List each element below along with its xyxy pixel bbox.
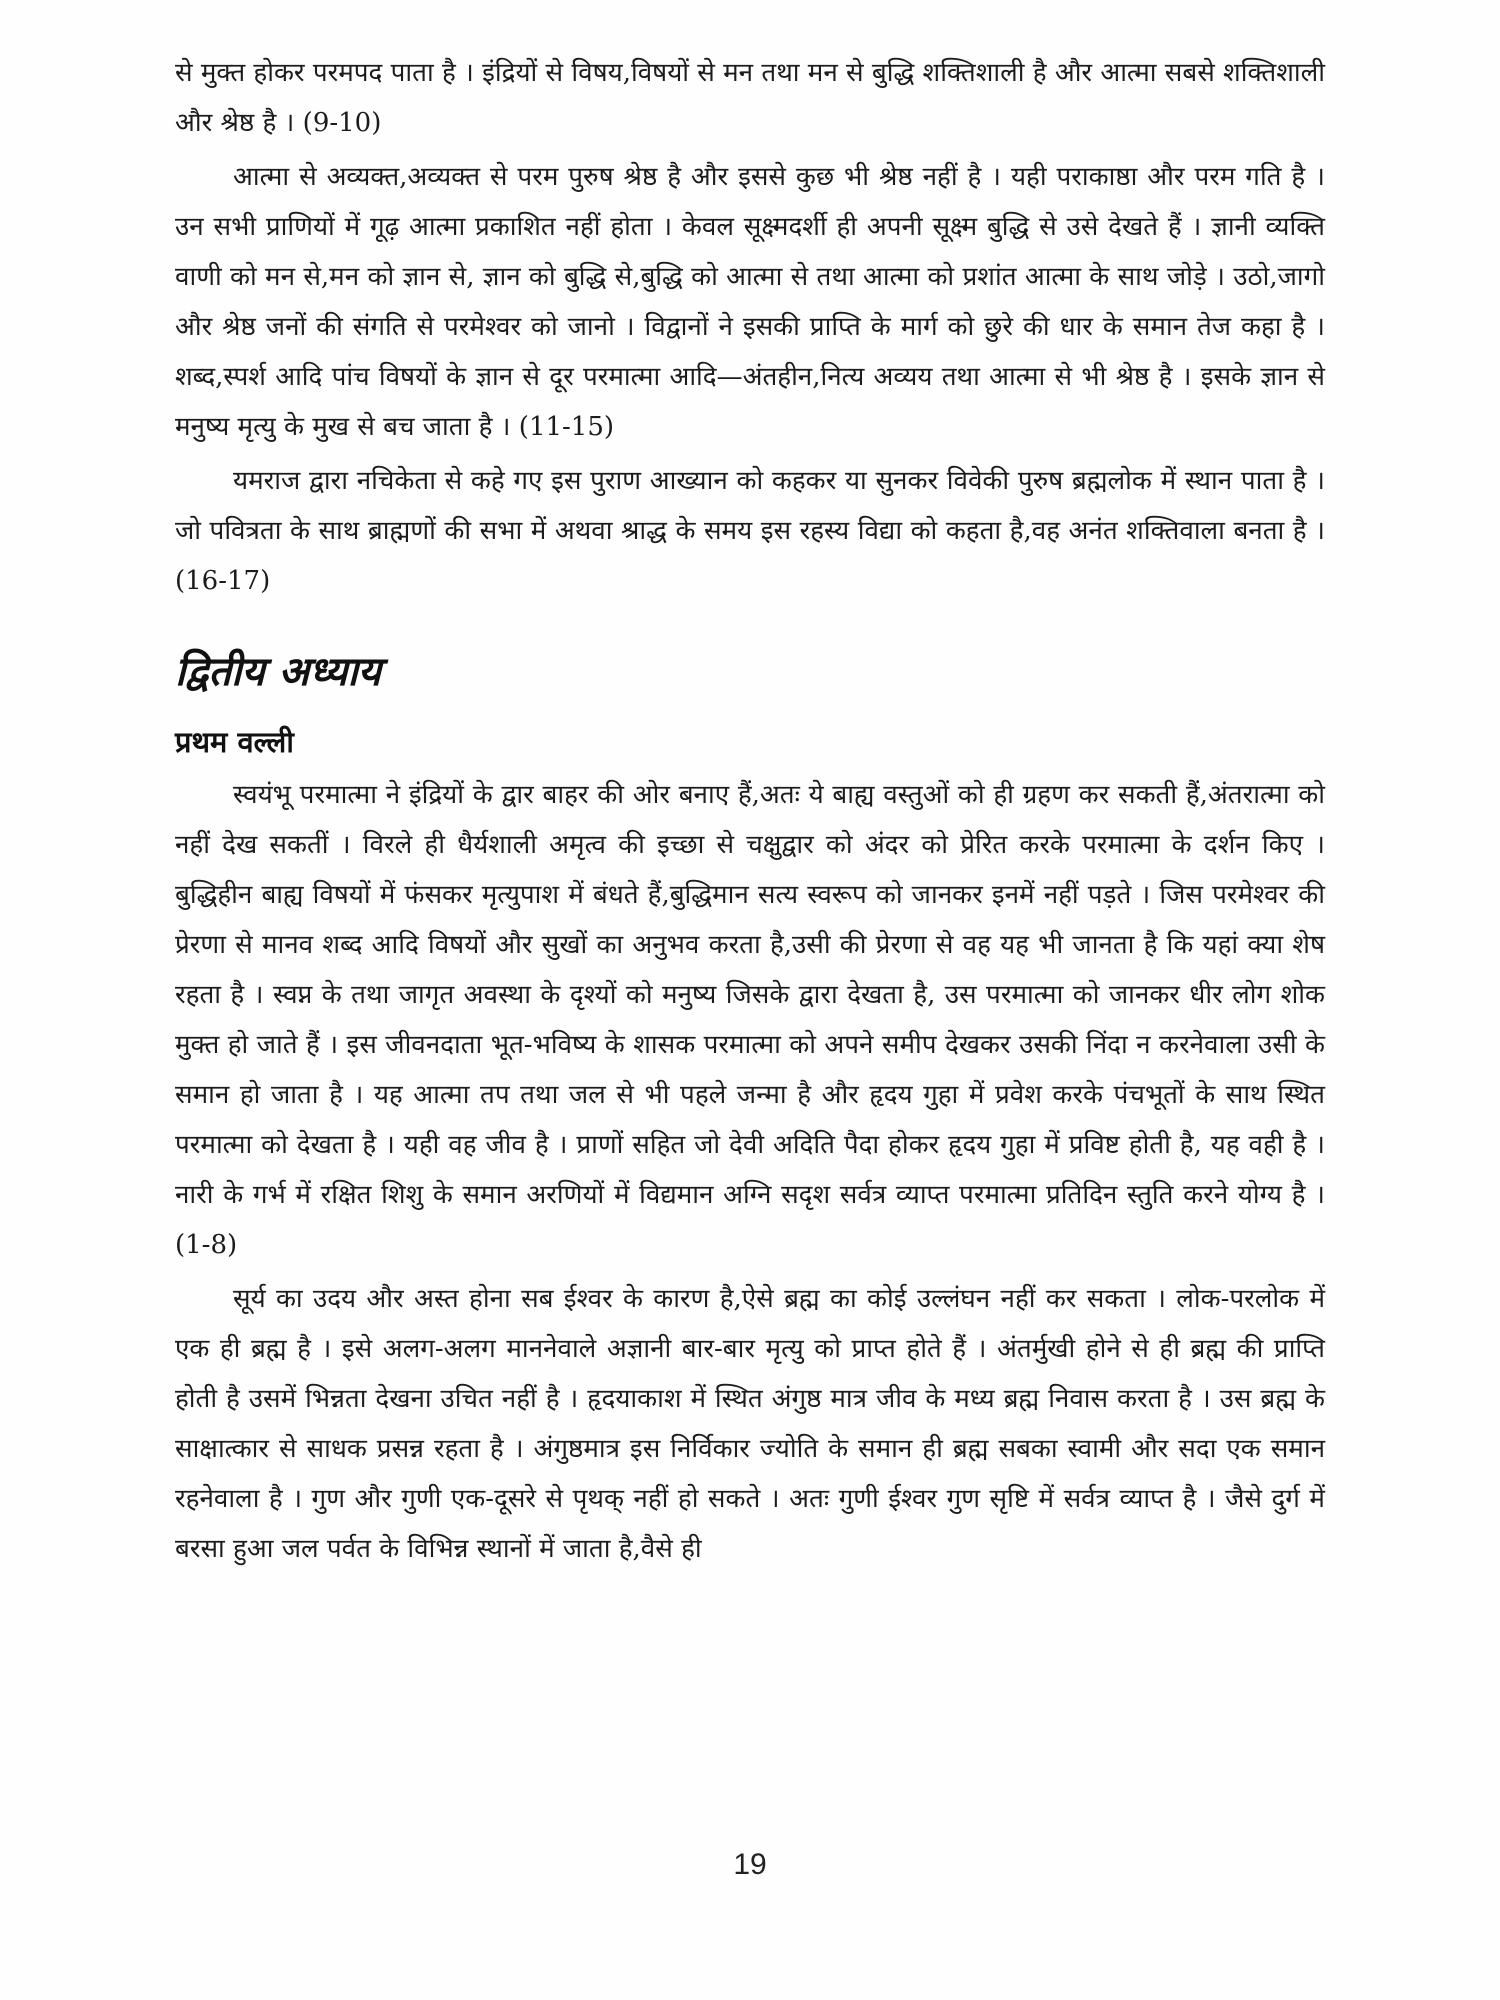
paragraph-verse-1-8: स्वयंभू परमात्मा ने इंद्रियों के द्वार बाहर की ओर बनाए हैं,अतः ये बाह्य वस्तुओं को ही ग्रहण कर सकती हैं,अंतरात्मा को नहीं देख सकतीं । विरले ही धैर्यशाली अमृत्व की इच्छा से चक्षुद्वार को अंदर को प्रेरित करके परमात्मा के दर्शन किए । बुद्धिहीन बाह्य विषयों में फंसकर मृत्युपाश में बंधते हैं,बुद्धिमान सत्य स्वरूप को जानकर इनमें नहीं पड़ते । जिस परमेश्वर की प्रेरणा से मानव शब्द आदि विषयों और सुखों का अनुभव करता है,उसी की प्रेरणा से वह यह भी जानता है कि यहां क्या शेष रहता है । स्वप्न के तथा जागृत अवस्था के दृश्यों को मनुष्य जिसके द्वारा देखता है, उस परमात्मा को जानकर धीर लोग शोक मुक्त हो जाते हैं । इस जीवनदाता भूत-भविष्य के शासक परमात्मा को अपने समीप देखकर उसकी निंदा न करनेवाला उसी के समान हो जाता है । यह आत्मा तप तथा जल से भी पहले जन्मा है और हृदय गुहा में प्रवेश करके पंचभूतों के साथ स्थित परमात्मा को देखता है । यही वह जीव है । प्राणों सहित जो देवी अदिति पैदा होकर हृदय गुहा में प्रविष्ट होती है, यह वही है । नारी के गर्भ में रक्षित शिशु के समान अरणियों में विद्यमान अग्नि सदृश सर्वत्र व्याप्त परमात्मा प्रतिदिन स्तुति करने योग्य है । (1-8) xyxy=(175,780,1325,1260)
section-title: प्रथम वल्ली xyxy=(175,725,294,759)
paragraph-verse-16-17: यमराज द्वारा नचिकेता से कहे गए इस पुराण आख्यान को कहकर या सुनकर विवेकी पुरुष ब्रह्मलोक में स्थान पाता है । जो पवित्रता के साथ ब्राह्मणों की सभा में अथवा श्राद्ध के समय इस रहस्य विद्या को कहता है,वह अनंत शक्तिवाला बनता है । (16-17) xyxy=(175,466,1325,596)
chapter-title: द्वितीय अध्याय xyxy=(175,649,382,695)
page-content xyxy=(175,48,1325,1574)
page-number: 19 xyxy=(733,1848,767,1881)
paragraph-verse-9-10: से मुक्त होकर परमपद पाता है । इंद्रियों से विषय,विषयों से मन तथा मन से बुद्धि शक्तिशाली है और आत्मा सबसे शक्तिशाली और श्रेष्ठ है । (9-10) xyxy=(175,58,1325,138)
paragraph-verse-11-15: आत्मा से अव्यक्त,अव्यक्त से परम पुरुष श्रेष्ठ है और इससे कुछ भी श्रेष्ठ नहीं है । यही पराकाष्ठा और परम गति है । उन सभी प्राणियों में गूढ़ आत्मा प्रकाशित नहीं होता । केवल सूक्ष्मदर्शी ही अपनी सूक्ष्म बुद्धि से उसे देखते हैं । ज्ञानी व्यक्ति वाणी को मन से,मन को ज्ञान से, ज्ञान को बुद्धि से,बुद्धि को आत्मा से तथा आत्मा को प्रशांत आत्मा के साथ जोड़े । उठो,जागो और श्रेष्ठ जनों की संगति से परमेश्वर को जानो । विद्वानों ने इसकी प्राप्ति के मार्ग को छुरे की धार के समान तेज कहा है । शब्द,स्पर्श आदि पांच विषयों के ज्ञान से दूर परमात्मा आदि—अंतहीन,नित्य अव्यय तथा आत्मा से भी श्रेष्ठ है । इसके ज्ञान से मनुष्य मृत्यु के मुख से बच जाता है । (11-15) xyxy=(175,162,1325,442)
paragraph-continuing: सूर्य का उदय और अस्त होना सब ईश्वर के कारण है,ऐसे ब्रह्म का कोई उल्लंघन नहीं कर सकता । लोक-परलोक में एक ही ब्रह्म है । इसे अलग-अलग माननेवाले अज्ञानी बार-बार मृत्यु को प्राप्त होते हैं । अंतर्मुखी होने से ही ब्रह्म की प्राप्ति होती है उसमें भिन्नता देखना उचित नहीं है । हृदयाकाश में स्थित अंगुष्ठ मात्र जीव के मध्य ब्रह्म निवास करता है । उस ब्रह्म के साक्षात्कार से साधक प्रसन्न रहता है । अंगुष्ठमात्र इस निर्विकार ज्योति के समान ही ब्रह्म सबका स्वामी और सदा एक समान रहनेवाला है । गुण और गुणी एक-दूसरे से पृथक् नहीं हो सकते । अतः गुणी ईश्वर गुण सृष्टि में सर्वत्र व्याप्त है । जैसे दुर्ग में बरसा हुआ जल पर्वत के विभिन्न स्थानों में जाता है,वैसे ही xyxy=(175,1284,1325,1564)
